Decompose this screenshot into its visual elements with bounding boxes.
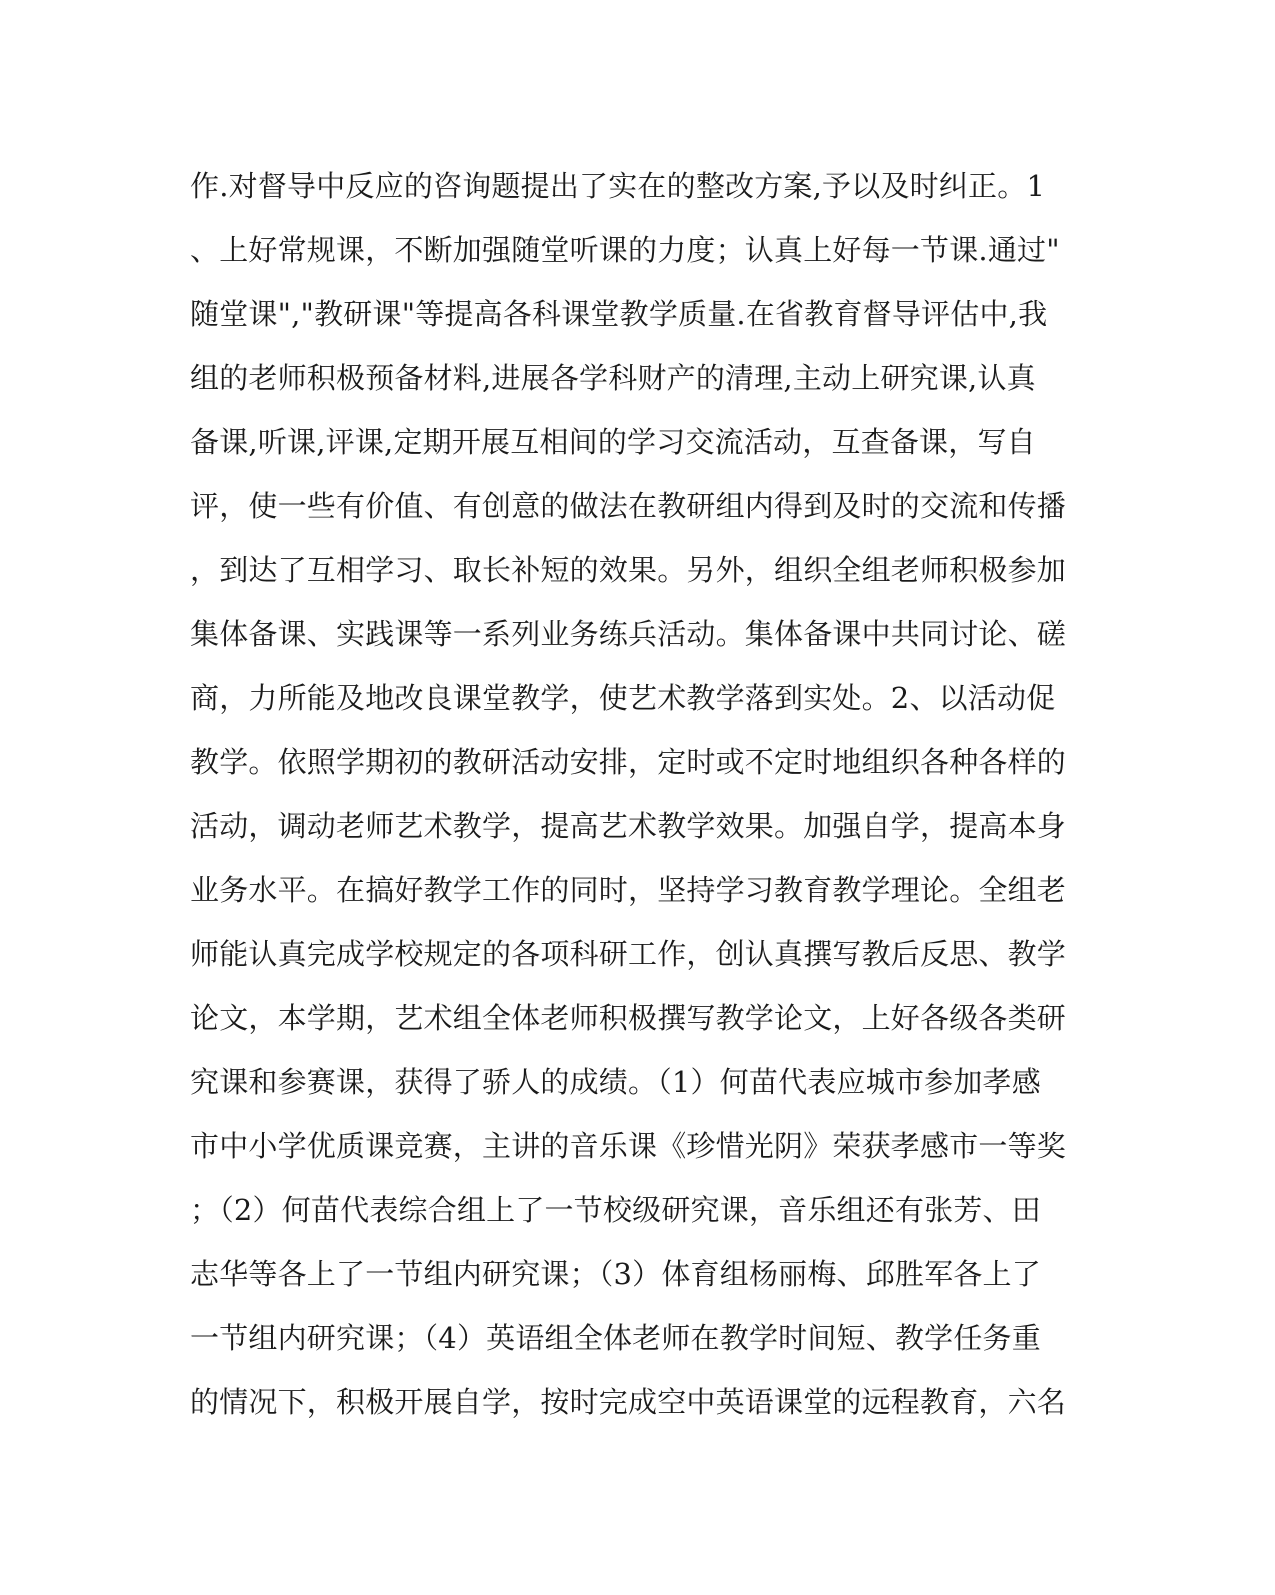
text-line: ；（2）何苗代表综合组上了一节校级研究课，音乐组还有张芳、田	[190, 1193, 1041, 1227]
text-line: 商，力所能及地改良课堂教学，使艺术教学落到实处。2、以活动促	[190, 681, 1056, 715]
text-line: 市中小学优质课竞赛，主讲的音乐课《珍惜光阴》荣获孝感市一等奖	[190, 1129, 1067, 1163]
text-line: 集体备课、实践课等一系列业务练兵活动。集体备课中共同讨论、磋	[190, 617, 1067, 651]
text-line: 备课,听课,评课,定期开展互相间的学习交流活动，互查备课，写自	[190, 425, 1036, 459]
text-line: 随堂课","教研课"等提高各科课堂教学质量.在省教育督导评估中,我	[190, 297, 1048, 331]
text-line: 究课和参赛课，获得了骄人的成绩。（1）何苗代表应城市参加孝感	[190, 1065, 1041, 1099]
text-line: 师能认真完成学校规定的各项科研工作，创认真撰写教后反思、教学	[190, 937, 1067, 971]
body-text	[190, 164, 1067, 1444]
text-line: ，到达了互相学习、取长补短的效果。另外，组织全组老师积极参加	[190, 553, 1067, 587]
text-line: 评，使一些有价值、有创意的做法在教研组内得到及时的交流和传播	[190, 489, 1067, 523]
text-line: 业务水平。在搞好教学工作的同时，坚持学习教育教学理论。全组老	[190, 873, 1067, 907]
text-line: 论文，本学期，艺术组全体老师积极撰写教学论文，上好各级各类研	[190, 1001, 1067, 1035]
text-line: 组的老师积极预备材料,进展各学科财产的清理,主动上研究课,认真	[190, 361, 1036, 395]
text-line: 作.对督导中反应的咨询题提出了实在的整改方案,予以及时纠正。1	[190, 169, 1046, 203]
text-line: 、上好常规课，不断加强随堂听课的力度；认真上好每一节课.通过"	[190, 233, 1060, 267]
text-line: 志华等各上了一节组内研究课；（3）体育组杨丽梅、邱胜军各上了	[190, 1257, 1041, 1291]
text-line: 的情况下，积极开展自学，按时完成空中英语课堂的远程教育，六名	[190, 1385, 1067, 1419]
text-line: 活动，调动老师艺术教学，提高艺术教学效果。加强自学，提高本身	[190, 809, 1067, 843]
text-line: 一节组内研究课；（4）英语组全体老师在教学时间短、教学任务重	[190, 1321, 1041, 1355]
text-line: 教学。依照学期初的教研活动安排，定时或不定时地组织各种各样的	[190, 745, 1067, 779]
